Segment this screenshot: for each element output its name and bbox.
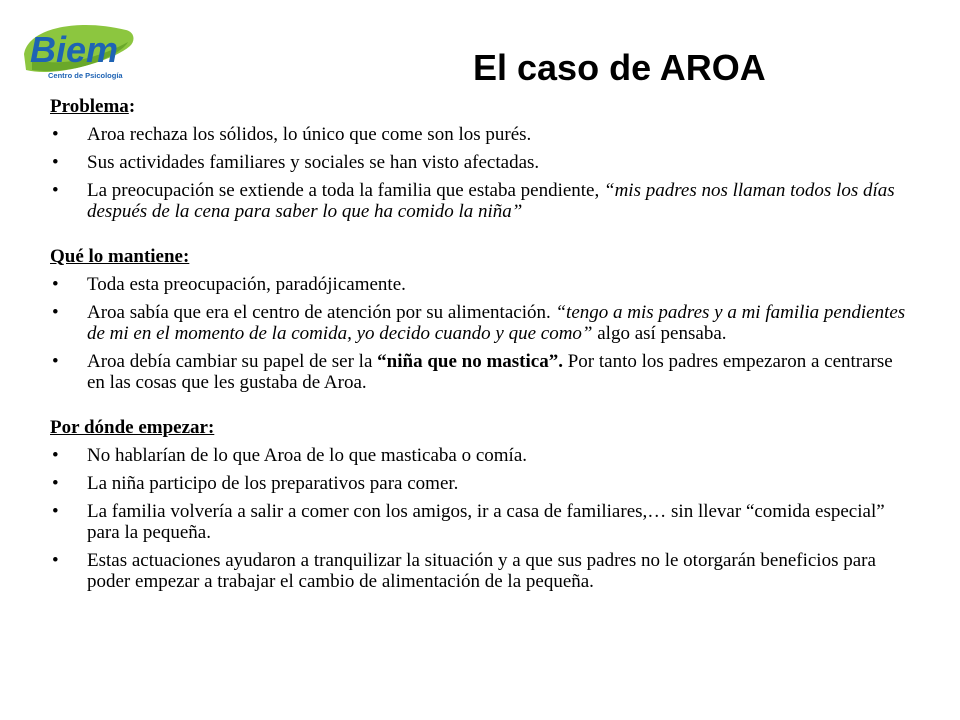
- section-heading: Problema:: [50, 96, 136, 117]
- section-problema: [50, 96, 910, 222]
- slide-title: El caso de AROA: [473, 47, 766, 88]
- list-item: • La preocupación se extiende a toda la familia que estaba pendiente, “mis padres nos llaman todos los días después de la cena para saber lo que ha comido la niña”: [52, 180, 895, 222]
- bullet-list: [50, 274, 910, 393]
- list-item: • Aroa debía cambiar su papel de ser la “niña que no mastica”. Por tanto los padres empezaron a centrarse en las cosas que les gustaba de Aroa.: [52, 351, 893, 393]
- svg-text:Centro de Psicología: Centro de Psicología: [48, 71, 123, 80]
- list-item: • Estas actuaciones ayudaron a tranquilizar la situación y a que sus padres no le otorgarán beneficios para poder empezar a trabajar el cambio de alimentación de la pequeña.: [52, 550, 876, 592]
- list-item: • La niña participo de los preparativos para comer.: [52, 473, 459, 494]
- list-item: • La familia volvería a salir a comer con los amigos, ir a casa de familiares,… sin llevar “comida especial” para la pequeña.: [52, 501, 885, 543]
- list-item: • Aroa sabía que era el centro de atención por su alimentación. “tengo a mis padres y a mi familia pendientes de mi en el momento de la comida, yo decido cuando y que como” algo así pensaba.: [52, 302, 906, 344]
- section-por-donde-empezar: [50, 417, 910, 592]
- biem-logo: [18, 20, 138, 86]
- svg-text:Biem: Biem: [30, 29, 119, 70]
- section-heading: Por dónde empezar:: [50, 417, 215, 438]
- list-item: • Aroa rechaza los sólidos, lo único que come son los purés.: [52, 124, 532, 145]
- section-heading: Qué lo mantiene:: [50, 246, 190, 267]
- slide-content: [50, 96, 910, 616]
- bullet-list: [50, 445, 910, 592]
- bullet-list: [50, 124, 910, 222]
- list-item: • Toda esta preocupación, paradójicamente.: [52, 274, 406, 295]
- list-item: • No hablarían de lo que Aroa de lo que masticaba o comía.: [52, 445, 528, 466]
- section-que-lo-mantiene: [50, 246, 910, 393]
- list-item: • Sus actividades familiares y sociales se han visto afectadas.: [52, 152, 540, 173]
